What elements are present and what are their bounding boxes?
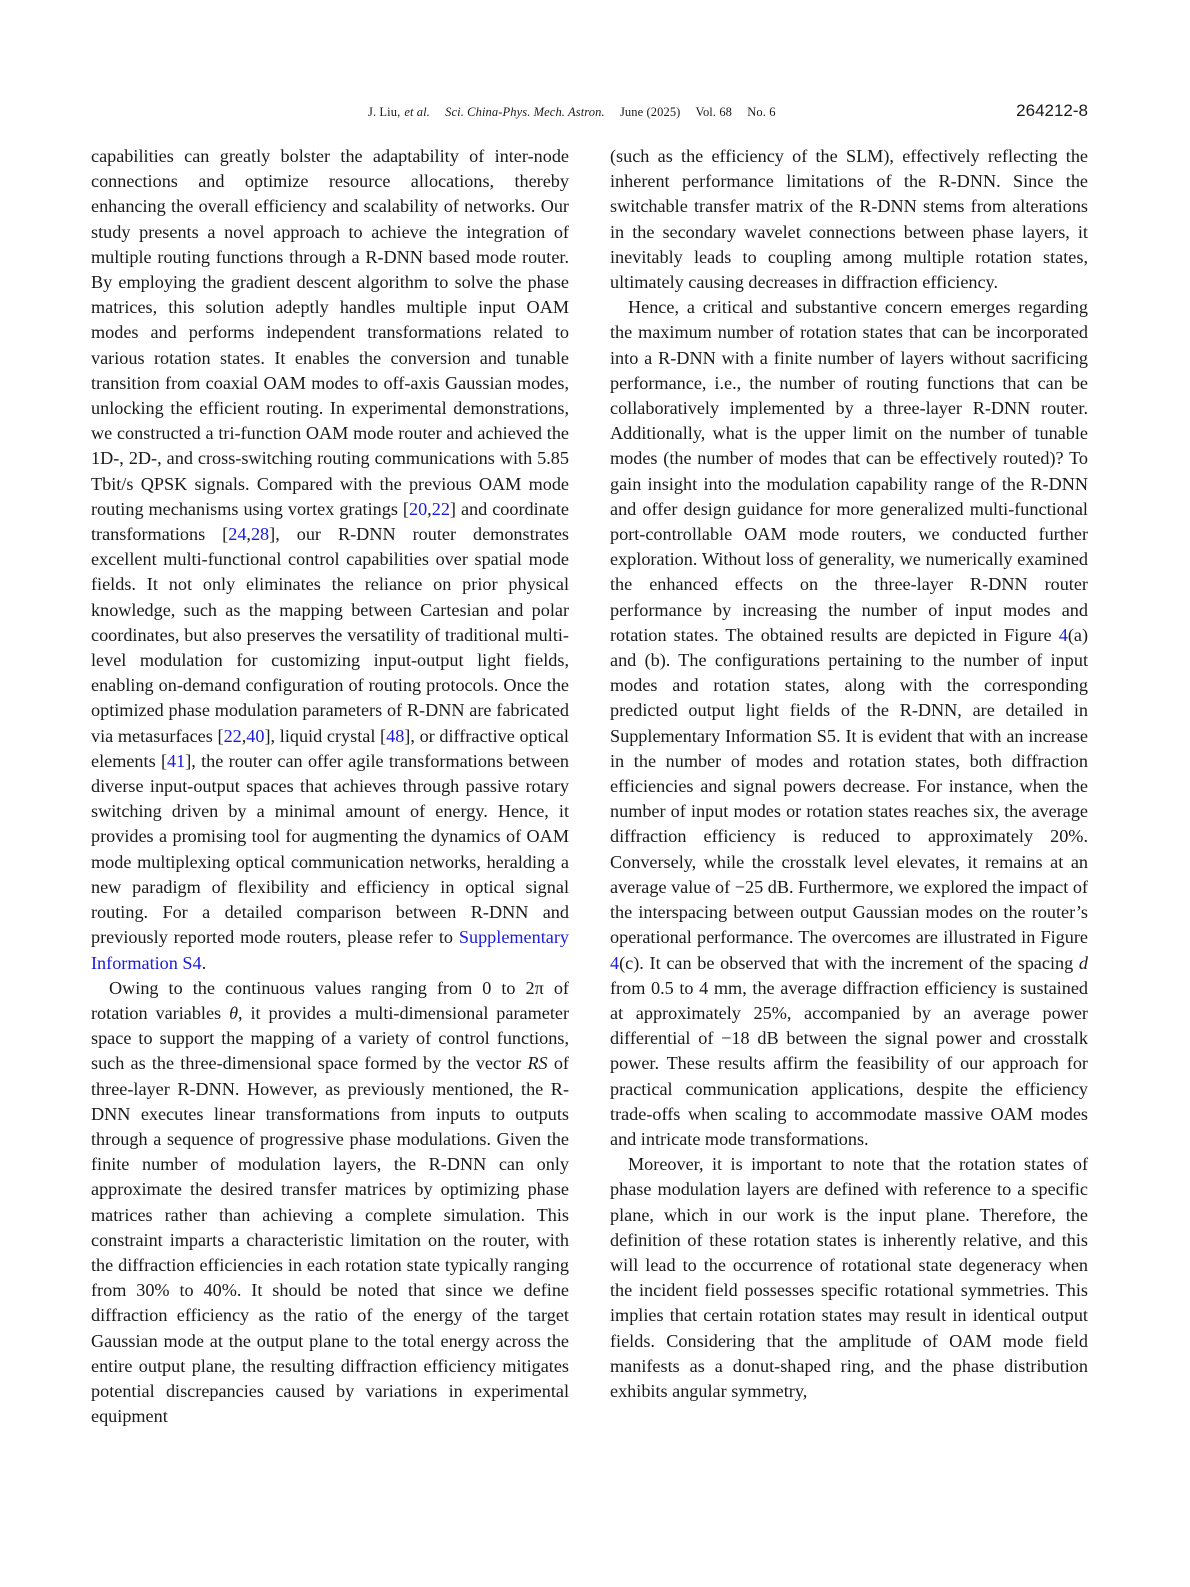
text-segment: ], liquid crystal [ bbox=[264, 725, 387, 746]
citation-link[interactable]: 22 bbox=[223, 725, 242, 746]
text-segment: from 0.5 to 4 mm, the average diffraction efficiency is sustained at approximately 25%, accompanied by an average power differential of −18 dB between the signal power and crosstalk power. These results affirm the feasibility of our approach for practical communication applications, despite the efficiency trade-offs when scaling to accommodate massive OAM modes and intricate mode transformations. bbox=[610, 977, 1088, 1149]
authors-text: J. Liu, bbox=[368, 105, 401, 119]
paragraph bbox=[610, 295, 1088, 1152]
right-column bbox=[610, 144, 1088, 1404]
citation-link[interactable]: 22 bbox=[431, 498, 450, 519]
figure-link[interactable]: 4 bbox=[610, 952, 620, 973]
text-segment: Hence, a critical and substantive concern emerges regarding the maximum number of rotation states that can be incorporated into a R-DNN with a finite number of layers without sacrificing performance, i.e., the number of routing functions that can be collaboratively implemented by a three-layer R-DNN router. Additionally, what is the upper limit on the number of tunable modes (the number of modes that can be effectively routed)? To gain insight into the modulation capability range of the R-DNN and offer design guidance for more generalized multi-functional port-controllable OAM mode routers, we conducted further exploration. Without loss of generality, we numerically examined the enhanced effects on the three-layer R-DNN router performance by increasing the number of input modes and rotation states. The obtained results are depicted in Figure bbox=[610, 297, 1088, 645]
volume: Vol. 68 bbox=[695, 105, 733, 119]
et-al-text: et al. bbox=[404, 105, 430, 119]
citation-link[interactable]: 40 bbox=[246, 725, 265, 746]
text-segment: , bbox=[427, 498, 432, 519]
issue-number: No. 6 bbox=[747, 105, 776, 119]
text-segment: capabilities can greatly bolster the adaptability of inter-node connections and optimize resource allocations, thereby enhancing the overall efficiency and scalability of networks. Our study presents a novel approach to achieve the integration of multiple routing functions through a R-DNN based mode router. By employing the gradient descent algorithm to solve the phase matrices, this solution adeptly handles multiple input OAM modes and performs independent transformations related to various rotation states. It enables the conversion and tunable transition from coaxial OAM modes to off-axis Gaussian modes, unlocking the efficient routing. In experimental demonstrations, we constructed a tri-function OAM mode router and achieved the 1D-, 2D-, and cross-switching routing communications with 5.85 Tbit/s QPSK signals. Compared with the previous OAM mode routing mechanisms using vortex gratings [ bbox=[91, 146, 569, 519]
text-segment: , bbox=[241, 725, 247, 746]
text-segment: ], the router can offer agile transformations between diverse input-output spaces that achieves through passive rotary switching driven by a minimal amount of energy. Hence, it provides a promising tool for augmenting the dynamics of OAM mode multiplexing optical communication networks, heralding a new paradigm of flexibility and efficiency in optical signal routing. For a detailed comparison between R-DNN and previously reported mode routers, please refer to bbox=[91, 750, 569, 948]
page-number: 264212-8 bbox=[1016, 101, 1088, 120]
citation-link[interactable]: 41 bbox=[167, 750, 186, 771]
citation-link[interactable]: 20 bbox=[408, 498, 428, 519]
text-segment: ], or diffractive optical elements [ bbox=[91, 725, 569, 771]
figure-link[interactable]: 4 bbox=[1058, 624, 1068, 645]
text-segment: ] and coordinate transformations [ bbox=[91, 498, 569, 545]
text-segment: (such as the efficiency of the SLM), effectively reflecting the inherent performance limitations of the R-DNN. Since the switchable transfer matrix of the R-DNN stems from alterations in the secondary wavelet connections between phase layers, it inevitably leads to coupling among multiple rotation states, ultimately causing decreases in diffraction efficiency. bbox=[610, 146, 1088, 293]
math-symbol: d bbox=[1078, 952, 1088, 973]
math-symbol: RS bbox=[527, 1053, 548, 1074]
citation-link[interactable]: 28 bbox=[250, 524, 270, 545]
paragraph bbox=[610, 144, 1088, 295]
supplementary-link[interactable]: Supplementary Information S4 bbox=[91, 927, 569, 973]
text-segment: , bbox=[246, 524, 251, 545]
text-segment: . bbox=[201, 952, 207, 973]
left-column bbox=[91, 144, 569, 1429]
running-header bbox=[0, 103, 1190, 125]
citation-link[interactable]: 48 bbox=[386, 725, 405, 746]
text-segment: ], our R-DNN router demonstrates excellent multi-functional control capabilities over spatial mode fields. It not only eliminates the reliance on prior physical knowledge, such as the mapping between Cartesian and polar coordinates, but also preserves the versatility of traditional multi-level modulation for customizing input-output light fields, enabling on-demand configuration of routing protocols. Once the optimized phase modulation parameters of R-DNN are fabricated via metasurfaces [ bbox=[91, 524, 569, 746]
text-segment: (c). It can be observed that with the increment of the spacing bbox=[619, 952, 1079, 973]
citation-link[interactable]: 24 bbox=[228, 524, 247, 545]
paragraph bbox=[91, 976, 569, 1430]
text-segment: Moreover, it is important to note that the rotation states of phase modulation layers are defined with reference to a specific plane, which in our work is the input plane. Therefore, the definition of these rotation states is inherently relative, and this will lead to the occurrence of rotational state degeneracy when the incident field possesses specific rotational symmetries. This implies that certain rotation states may result in identical output fields. Considering that the amplitude of OAM mode field manifests as a donut-shaped ring, and the phase distribution exhibits angular symmetry, bbox=[610, 1154, 1088, 1401]
paragraph bbox=[91, 144, 569, 976]
text-segment: (a) and (b). The configurations pertaining to the number of input modes and rotation states, along with the corresponding predicted output light fields of the R-DNN, are detailed in Supplementary Information S5. It is evident that with an increase in the number of modes and rotation states, both diffraction efficiencies and signal powers decrease. For instance, when the number of input modes or rotation states reaches six, the average diffraction efficiency is reduced to approximately 20%. Conversely, while the crosstalk level elevates, it remains at an average value of −25 dB. Furthermore, we explored the impact of the interspacing between output Gaussian modes on the router’s operational performance. The overcomes are illustrated in Figure bbox=[610, 624, 1088, 948]
math-symbol: θ bbox=[229, 1002, 238, 1023]
paragraph bbox=[610, 1152, 1088, 1404]
text-segment: of three-layer R-DNN. However, as previously mentioned, the R-DNN executes linear transformations from inputs to outputs through a sequence of progressive phase modulations. Given the finite number of modulation layers, the R-DNN can only approximate the desired transfer matrices by optimizing phase matrices rather than achieving a complete simulation. This constraint imparts a characteristic limitation on the router, with the diffraction efficiencies in each rotation state typically ranging from 30% to 40%. It should be noted that since we define diffraction efficiency as the ratio of the energy of the target Gaussian mode at the output plane to the total energy across the entire output plane, the resulting diffraction efficiency mitigates potential discrepancies caused by variations in experimental equipment bbox=[91, 1053, 569, 1427]
header-authors bbox=[368, 105, 430, 119]
issue-date: June (2025) bbox=[619, 105, 681, 119]
text-segment: Owing to the continuous values ranging from 0 to 2π of rotation variables bbox=[91, 977, 569, 1023]
journal-name: Sci. China-Phys. Mech. Astron. bbox=[445, 105, 605, 119]
text-segment: , it provides a multi-dimensional parameter space to support the mapping of a variety of control functions, such as the three-dimensional space formed by the vector bbox=[91, 1002, 570, 1074]
citation-line bbox=[368, 105, 788, 120]
